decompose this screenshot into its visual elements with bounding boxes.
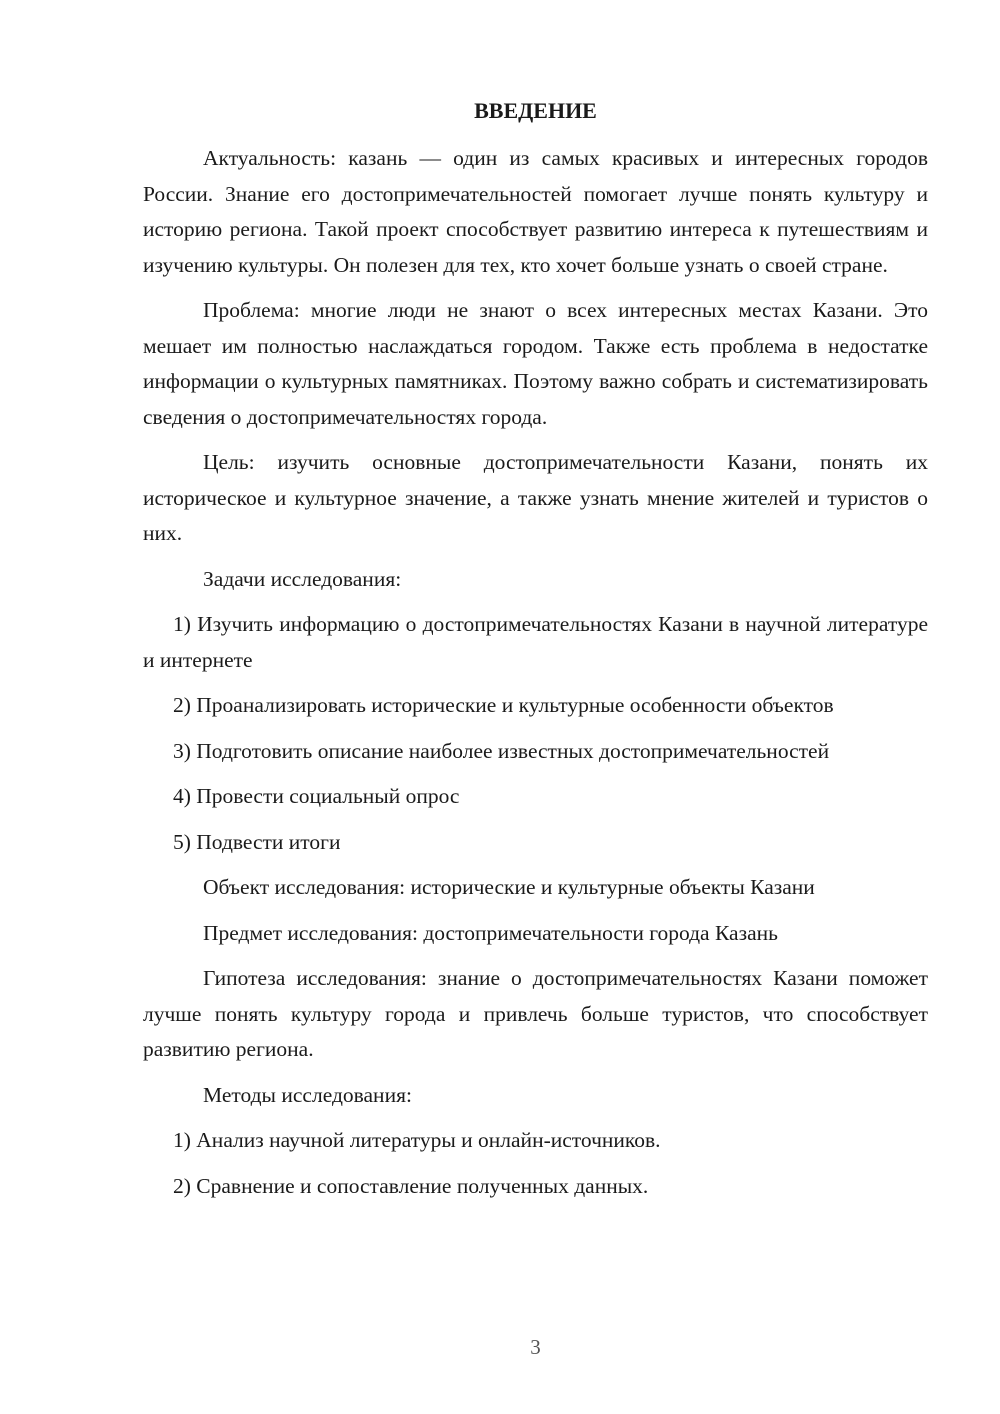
task-item-3: 3) Подготовить описание наиболее известных достопримечательностей	[173, 738, 830, 763]
page-number: 3	[530, 1335, 541, 1359]
task-item-2: 2) Проанализировать исторические и культурные особенности объектов	[173, 693, 834, 717]
object-paragraph: Объект исследования: исторические и культурные объекты Казани	[203, 875, 815, 899]
task-item-5: 5) Подвести итоги	[173, 829, 341, 854]
task-item-4: 4) Провести социальный опрос	[173, 784, 460, 808]
hypothesis-paragraph: Гипотеза исследования: знание о достопримечательностях Казани поможет лучше понять культуру города и привлечь больше туристов, что способствует развитию региона.	[143, 966, 928, 1061]
subject-paragraph: Предмет исследования: достопримечательности города Казань	[203, 920, 778, 945]
method-item-2: 2) Сравнение и сопоставление полученных данных.	[173, 1173, 649, 1198]
problem-paragraph: Проблема: многие люди не знают о всех интересных местах Казани. Это мешает им полностью наслаждаться городом. Также есть проблема в недостатке информации о культурных памятниках. Поэтому важно собрать и систематизировать сведения о достопримечательностях города.	[143, 298, 928, 429]
page-title: ВВЕДЕНИЕ	[474, 98, 597, 123]
methods-heading: Методы исследования:	[203, 1082, 412, 1107]
task-item-1: 1) Изучить информацию о достопримечательностях Казани в научной литературе и интернете	[143, 612, 928, 672]
relevance-paragraph: Актуальность: казань — один из самых красивых и интересных городов России. Знание его достопримечательностей помогает лучше понять культуру и историю региона. Такой проект способствует развитию интереса к путешествиям и изучению культуры. Он полезен для тех, кто хочет больше узнать о своей стране.	[143, 146, 928, 277]
document-page	[143, 0, 928, 1414]
method-item-1: 1) Анализ научной литературы и онлайн-источников.	[173, 1128, 661, 1152]
tasks-heading: Задачи исследования:	[203, 566, 402, 591]
goal-paragraph: Цель: изучить основные достопримечательности Казани, понять их историческое и культурное значение, а также узнать мнение жителей и туристов о них.	[143, 450, 928, 545]
document-body	[143, 141, 928, 1214]
